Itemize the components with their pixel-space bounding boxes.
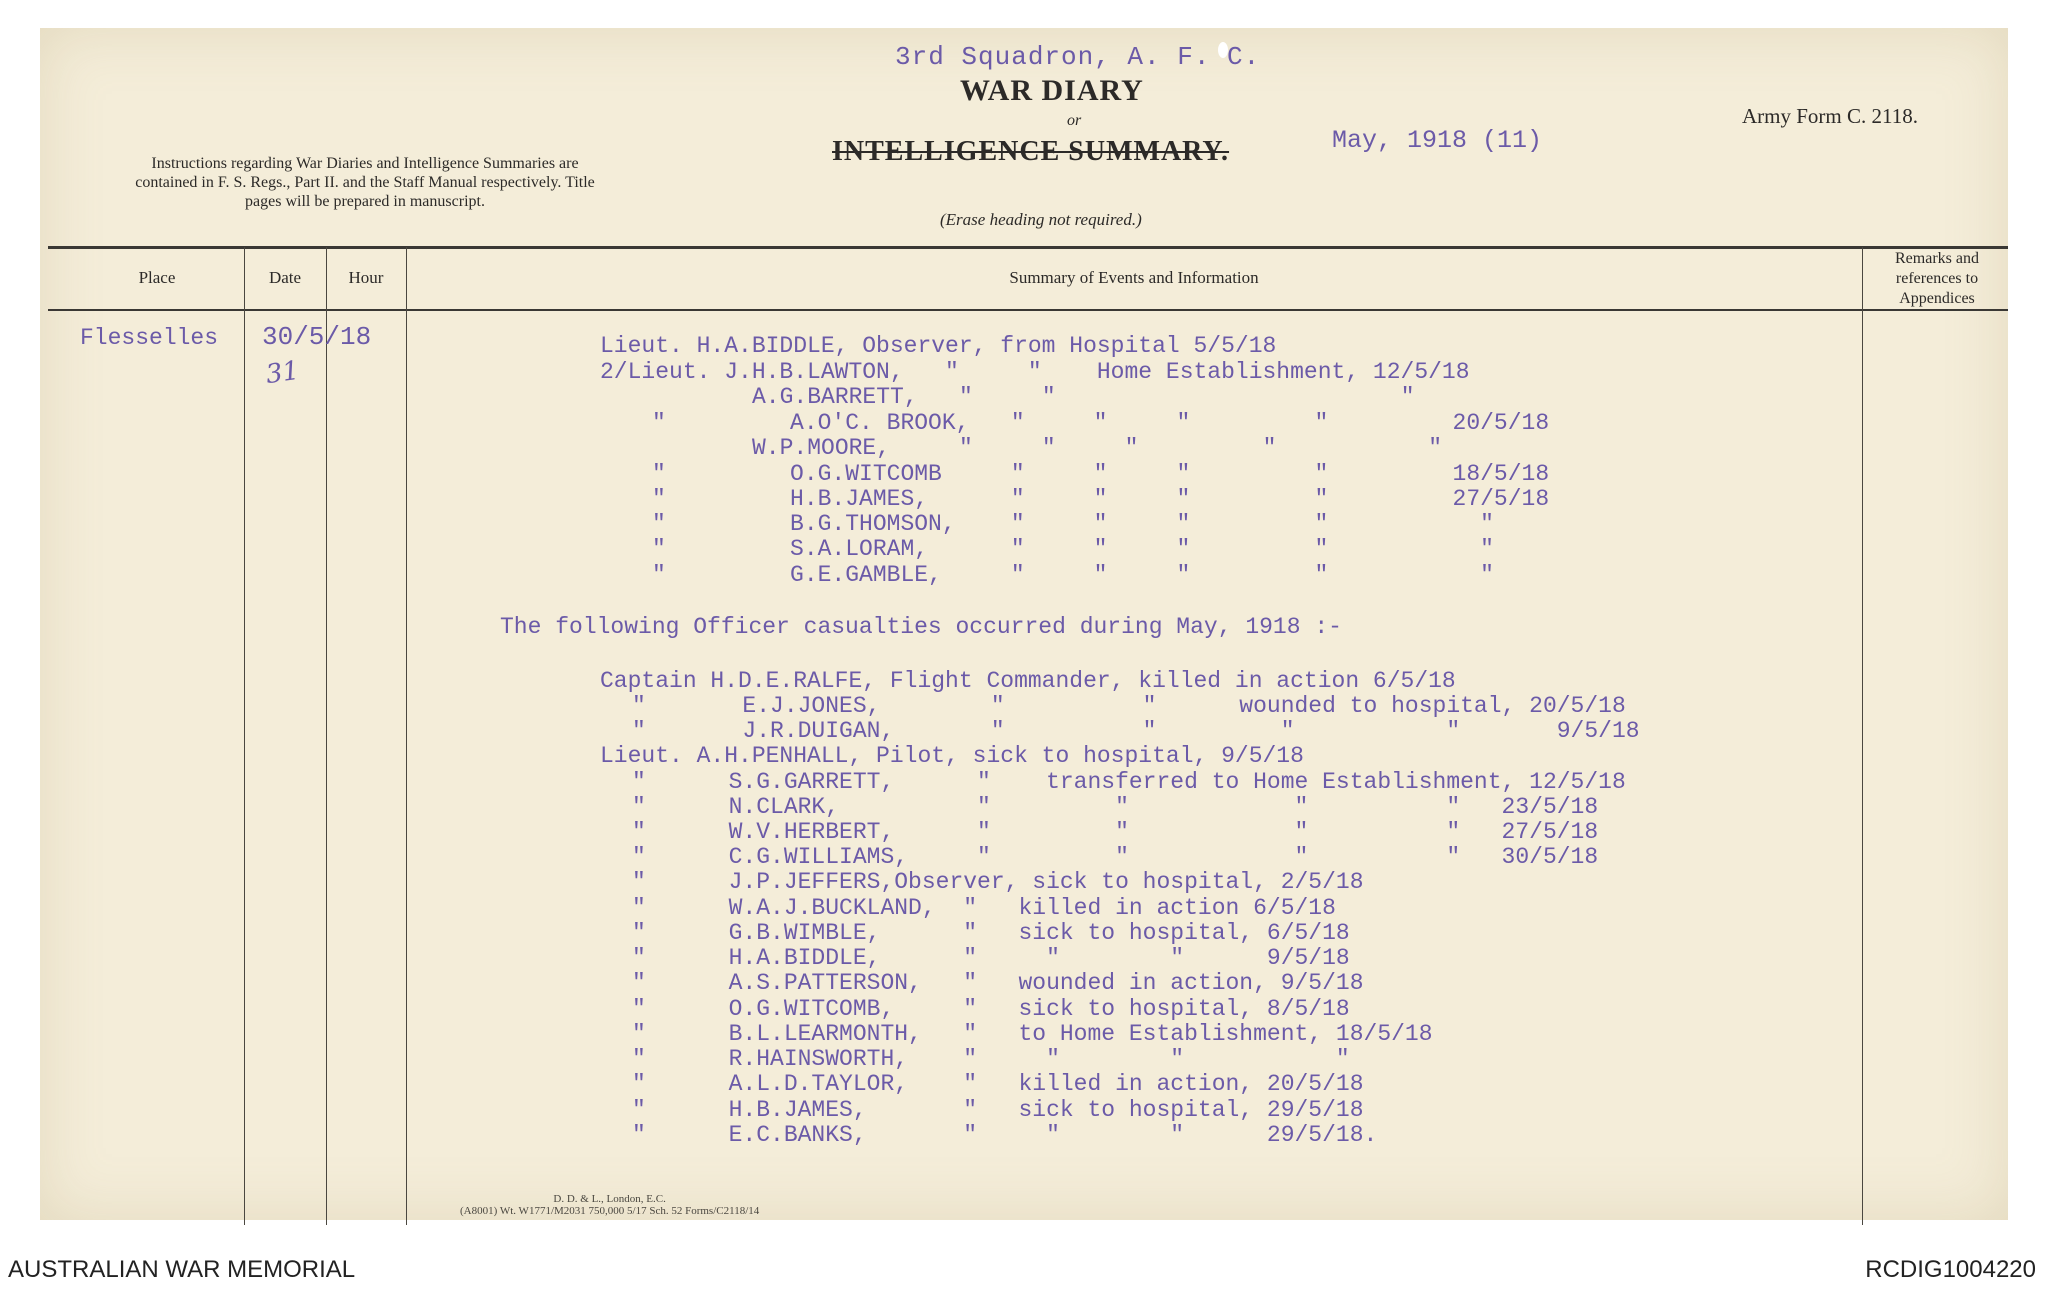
entry-place: Flesselles [80,325,219,351]
entry-date-handwritten: 31 [264,355,302,391]
diary-line: " G.B.WIMBLE, " sick to hospital, 6/5/18 [632,920,1350,946]
instructions-text: Instructions regarding War Diaries and Intelligence Summaries are contained in F. S. Regs., Part II. and the Staff Manual respectively. Title pages will be prepared in manuscript. [135,155,595,210]
diary-line: " J.R.DUIGAN, " " " " 9/5/18 [632,718,1640,744]
column-divider [1862,247,1863,1225]
diary-line: " B.G.THOMSON, " " " " " [652,511,1494,537]
diary-line: W.P.MOORE, " " " " " [752,435,1443,461]
diary-line: Captain H.D.E.RALFE, Flight Commander, killed in action 6/5/18 [600,668,1456,694]
column-header-summary: Summary of Events and Information [1009,268,1259,287]
column-divider [244,247,245,1225]
diary-line: " B.L.LEARMONTH, " to Home Establishment, 18/5/18 [632,1021,1433,1047]
column-divider [326,247,327,1225]
column-header-hour: Hour [348,268,384,287]
diary-line: " H.A.BIDDLE, " " " 9/5/18 [632,945,1350,971]
diary-line: " C.G.WILLIAMS, " " " " 30/5/18 [632,844,1599,870]
diary-line: " R.HAINSWORTH, " " " " [632,1046,1350,1072]
column-header-remarks: Remarks and references to Appendices [1895,250,1979,307]
diary-line: " H.B.JAMES, " sick to hospital, 29/5/18 [632,1097,1364,1123]
diary-line: A.G.BARRETT, " " " [752,384,1415,410]
diary-line: " E.C.BANKS, " " " 29/5/18. [632,1122,1378,1148]
diary-line: " G.E.GAMBLE, " " " " " [652,562,1494,588]
column-header-place: Place [138,268,176,287]
archive-caption: AUSTRALIAN WAR MEMORIAL [8,1256,356,1283]
printer-imprint-line: (A8001) Wt. W1771/M2031 750,000 5/17 Sch. 52 Forms/C2118/14 [460,1205,760,1217]
or-text: or [1067,112,1082,129]
header-bottom-rule [48,309,2008,311]
diary-line: " W.V.HERBERT, " " " " 27/5/18 [632,819,1599,845]
archive-reference: RCDIG1004220 [1865,1256,2036,1283]
diary-line: " O.G.WITCOMB " " " " 18/5/18 [652,461,1550,487]
diary-line: Lieut. H.A.BIDDLE, Observer, from Hospital 5/5/18 [600,333,1277,359]
diary-line: " A.S.PATTERSON, " wounded in action, 9/5/18 [632,970,1364,996]
diary-line: Lieut. A.H.PENHALL, Pilot, sick to hospital, 9/5/18 [600,743,1304,769]
war-diary-title: WAR DIARY [960,74,1144,107]
squadron-heading: 3rd Squadron, A. F. C. [895,42,1261,72]
army-form-number: Army Form C. 2118. [1742,104,1918,128]
diary-line: " A.O'C. BROOK, " " " " 20/5/18 [652,410,1550,436]
diary-line: " A.L.D.TAYLOR, " killed in action, 20/5/18 [632,1071,1364,1097]
diary-line: " O.G.WITCOMB, " sick to hospital, 8/5/18 [632,996,1350,1022]
entry-date: 30/5/18 [262,322,372,352]
diary-line: " J.P.JEFFERS,Observer, sick to hospital, 2/5/18 [632,869,1364,895]
diary-line: 2/Lieut. J.H.B.LAWTON, " " Home Establishment, 12/5/18 [600,359,1470,385]
diary-line: " W.A.J.BUCKLAND, " killed in action 6/5/18 [632,895,1336,921]
diary-line: " S.G.GARRETT, " transferred to Home Establishment, 12/5/18 [632,769,1626,795]
printer-imprint [460,1193,759,1217]
intelligence-summary-title: INTELLIGENCE SUMMARY. [832,136,1230,167]
diary-line: " H.B.JAMES, " " " " 27/5/18 [652,486,1550,512]
casualties-heading: The following Officer casualties occurred during May, 1918 :- [500,614,1342,640]
erase-note: (Erase heading not required.) [940,210,1142,229]
diary-line: " N.CLARK, " " " " 23/5/18 [632,794,1599,820]
diary-line: " S.A.LORAM, " " " " " [652,536,1494,562]
diary-line: " E.J.JONES, " " wounded to hospital, 20/5/18 [632,693,1626,719]
header-top-rule [48,246,2008,249]
printer-imprint-line: D. D. & L., London, E.C. [553,1193,666,1205]
column-divider [406,247,407,1225]
month-heading: May, 1918 (11) [1332,126,1543,155]
column-header-date: Date [268,268,302,287]
